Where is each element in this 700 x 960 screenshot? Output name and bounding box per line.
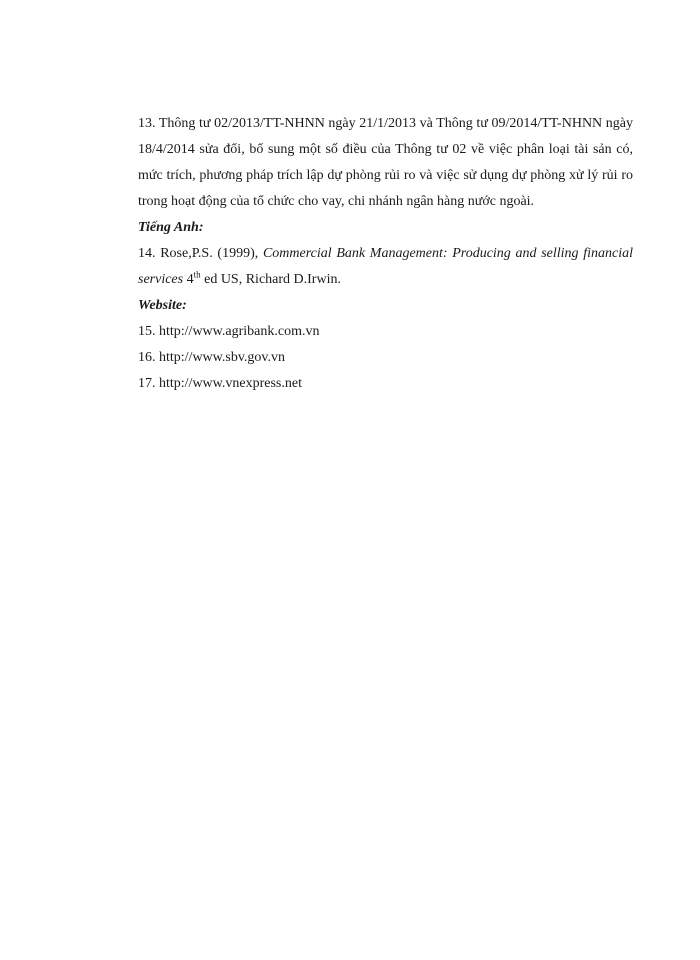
- reference-14-publisher: ed US, Richard D.Irwin.: [204, 272, 341, 287]
- reference-14-prefix: 14. Rose,P.S. (1999),: [138, 246, 259, 261]
- reference-item-14: [138, 241, 633, 293]
- website-item-17: 17. http://www.vnexpress.net: [138, 376, 302, 391]
- reference-14-edition-number: 4: [186, 272, 194, 287]
- website-item-16: 16. http://www.sbv.gov.vn: [138, 350, 285, 365]
- english-section-heading: Tiếng Anh:: [138, 220, 204, 235]
- references-page: [138, 111, 633, 397]
- reference-14-title: Commercial Bank Management: Producing and selling financial services: [138, 246, 633, 287]
- reference-item-13: 13. Thông tư 02/2013/TT-NHNN ngày 21/1/2013 và Thông tư 09/2014/TT-NHNN ngày 18/4/2014 sửa đổi, bổ sung một số điều của Thông tư 02 về việc phân loại tài sản có, mức trích, phương pháp trích lập dự phòng rủi ro và việc sử dụng dự phòng xử lý rủi ro trong hoạt động của tổ chức cho vay, chi nhánh ngân hàng nước ngoài.: [138, 116, 633, 209]
- reference-14-edition-suffix: th: [193, 269, 201, 280]
- website-item-15: 15. http://www.agribank.com.vn: [138, 324, 320, 339]
- website-section-heading: Website:: [138, 298, 187, 313]
